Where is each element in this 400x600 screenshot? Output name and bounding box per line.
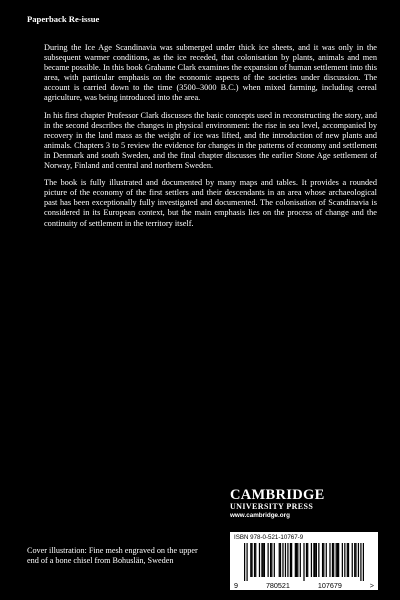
description-paragraph-2: In his first chapter Professor Clark discusses the basic concepts used in reconstructing the story, and in the second describes the changes in physical environment: the rise in sea level, accompanied by recovery in the land mass as the weight of ice was lifted, and the introduction of new plants and animals. Chapters 3 to 5 review the evidence for changes in the patterns of economy and settlement in Denmark and south Sweden, and the final chapter discusses the earlier Stone Age settlement of Norway, Finland and central and northern Sweden. [44, 110, 377, 171]
description-paragraph-3: The book is fully illustrated and documented by many maps and tables. It provides a rounded picture of the economy of the first settlers and their descendants in an area whose archaeological past has been exceptionally fully investigated and documented. The colonisation of Scandinavia is considered in its European context, but the main emphasis lies on the process of change and the continuity of settlement in the territory itself. [44, 178, 377, 228]
isbn-barcode-panel [230, 532, 378, 590]
barcode-icon [244, 543, 364, 581]
isbn-digit-group: 9 [234, 581, 238, 590]
isbn-digit-group: > [369, 581, 374, 590]
reissue-heading: Paperback Re-issue [27, 14, 100, 24]
publisher-url: www.cambridge.org [230, 512, 290, 519]
isbn-digits [232, 581, 376, 590]
description-paragraph-1: During the Ice Age Scandinavia was submerged under thick ice sheets, and it was only in the subsequent warmer conditions, as the ice receded, that colonisation by plants, animals and men became possible. In this book Grahame Clark examines the expansion of human settlement into this area, with particular emphasis on the economic aspects of the societies under discussion. The account is carried down to the time (3500–3000 B.C.) when mixed farming, including cereal agriculture, was being introduced into the area. [44, 43, 377, 103]
isbn-label: ISBN 978-0-521-10767-9 [234, 534, 304, 541]
publisher-subtitle: UNIVERSITY PRESS [230, 502, 314, 511]
isbn-digit-group: 780521 [265, 581, 290, 590]
publisher-logo [230, 488, 380, 520]
cover-illustration-credit: Cover illustration: Fine mesh engraved on the upper end of a bone chisel from Bohuslän, Sweden [27, 546, 198, 566]
publisher-name: CAMBRIDGE [230, 487, 325, 503]
book-description [44, 43, 377, 236]
isbn-digit-group: 107679 [317, 581, 342, 590]
